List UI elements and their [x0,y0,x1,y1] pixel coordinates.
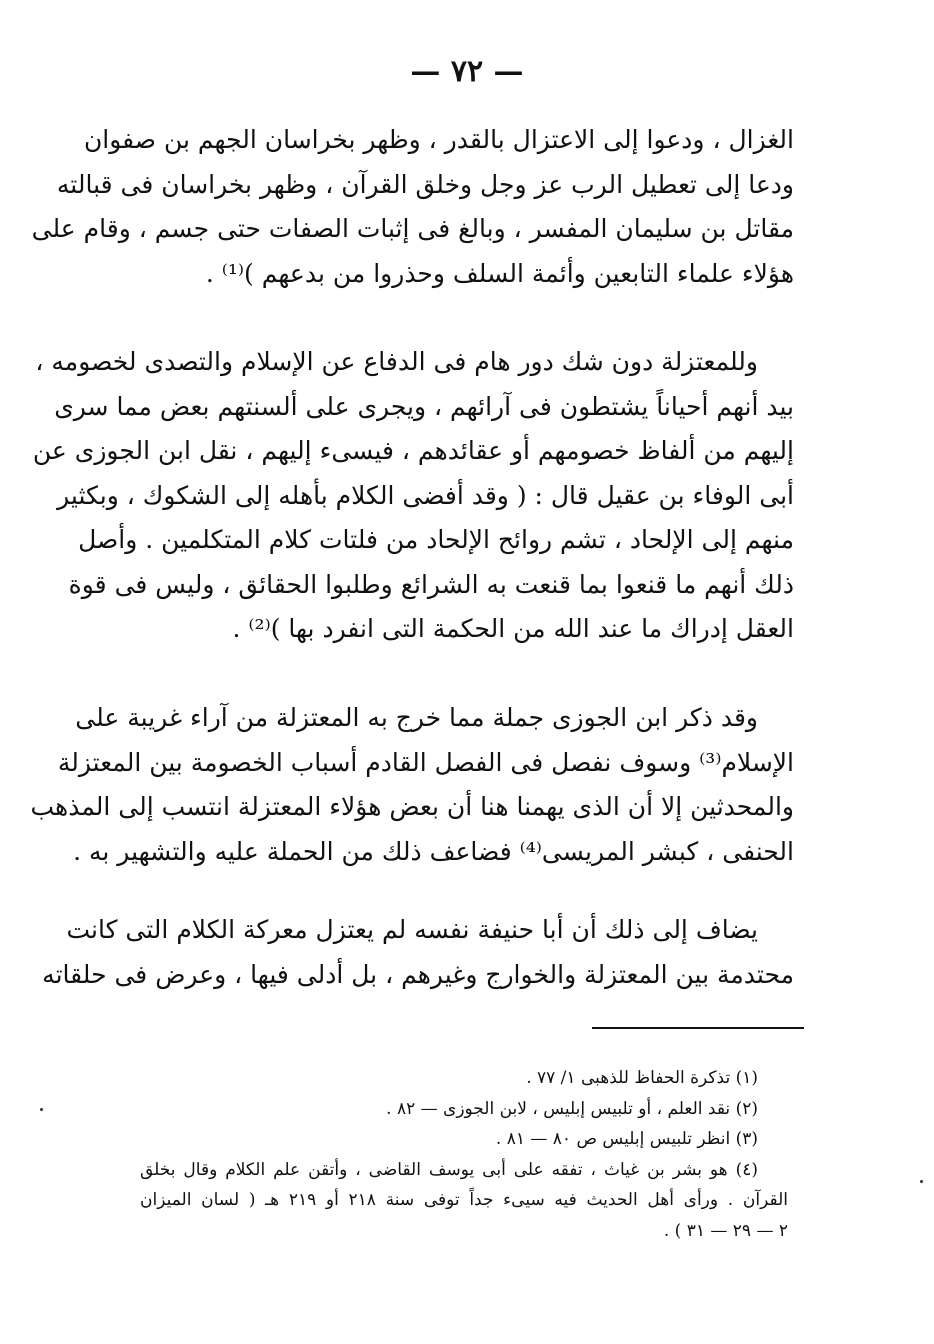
paragraph-3 [30,696,794,874]
text-line: الحنفى ، كبشر المريسى⁽⁴⁾ فضاعف ذلك من الحملة عليه والتشهير به . [73,836,794,866]
footnotes [140,1063,788,1246]
text-line: ذلك أنهم ما قنعوا بما قنعت به الشرائع وطلبوا الحقائق ، وليس فى قوة [68,569,794,599]
footnote-4-line: ٢ — ٢٩ — ٣١ ) . [663,1220,788,1241]
paragraph-2 [32,340,794,652]
scan-speck [920,1180,923,1183]
text-line: هؤلاء علماء التابعين وأئمة السلف وحذروا من بدعهم )⁽¹⁾ . [205,258,794,288]
text-line: العقل إدراك ما عند الله من الحكمة التى انفرد بها )⁽²⁾ . [232,614,794,643]
text-line: يضاف إلى ذلك أن أبا حنيفة نفسه لم يعتزل معركة الكلام التى كانت [66,915,758,944]
text-line: منهم إلى الإلحاد ، تشم روائح الإلحاد من فلتات كلام المتكلمين . وأصل [78,525,794,554]
footnote-separator [592,1027,804,1029]
text-line: وقد ذكر ابن الجوزى جملة مما خرج به المعتزلة من آراء غريبة على [75,703,758,732]
text-line: أبى الوفاء بن عقيل قال : ( وقد أفضى الكلام بأهله إلى الشكوك ، وبكثير [57,480,794,510]
text-line: محتدمة بين المعتزلة والخوارج وغيرهم ، بل أدلى فيها ، وعرض فى حلقاته [42,959,794,989]
text-line: وللمعتزلة دون شك دور هام فى الدفاع عن الإسلام والتصدى لخصومه ، [35,347,758,376]
text-line: إليهم من ألفاظ خصومهم أو عقائدهم ، فيسىء إليهم ، نقل ابن الجوزى عن [32,436,794,465]
page-number: — ٧٢ — [410,54,524,89]
paragraph-1 [31,118,794,296]
footnote-3: (٣) انظر تلبيس إبليس ص ٨٠ — ٨١ . [495,1129,758,1149]
text-line: ودعا إلى تعطيل الرب عز وجل وخلق القرآن ، وظهر بخراسان فى قبالته [56,169,794,199]
scan-speck [40,1108,43,1111]
footnote-2: (٢) نقد العلم ، أو تلبيس إبليس ، لابن الجوزى — ٨٢ . [386,1098,758,1119]
paragraph-4 [42,908,794,997]
text-line: الإسلام⁽³⁾ وسوف نفصل فى الفصل القادم أسباب الخصومة بين المعتزلة [57,747,794,777]
footnote-4-line: القرآن . ورأى أهل الحديث فيه سيىء جداً توفى سنة ٢١٨ أو ٢١٩ هـ ( لسان الميزان [140,1190,788,1210]
footnote-4-line: (٤) هو بشر بن غياث ، تفقه على أبى يوسف القاضى ، وأتقن علم الكلام وقال بخلق [140,1159,758,1180]
text-line: الغزال ، ودعوا إلى الاعتزال بالقدر ، وظهر بخراسان الجهم بن صفوان [83,125,794,154]
text-line: مقاتل بن سليمان المفسر ، وبالغ فى إثبات الصفات حتى جسم ، وقام على [31,214,794,243]
text-line: والمحدثين إلا أن الذى يهمنا هنا أن بعض هؤلاء المعتزلة انتسب إلى المذهب [30,792,794,821]
text-line: بيد أنهم أحياناً يشتطون فى آرائهم ، ويجرى على ألسنتهم بعض مما سرى [54,391,794,421]
footnote-1: (١) تذكرة الحفاظ للذهبى ١/ ٧٧ . [526,1068,758,1088]
